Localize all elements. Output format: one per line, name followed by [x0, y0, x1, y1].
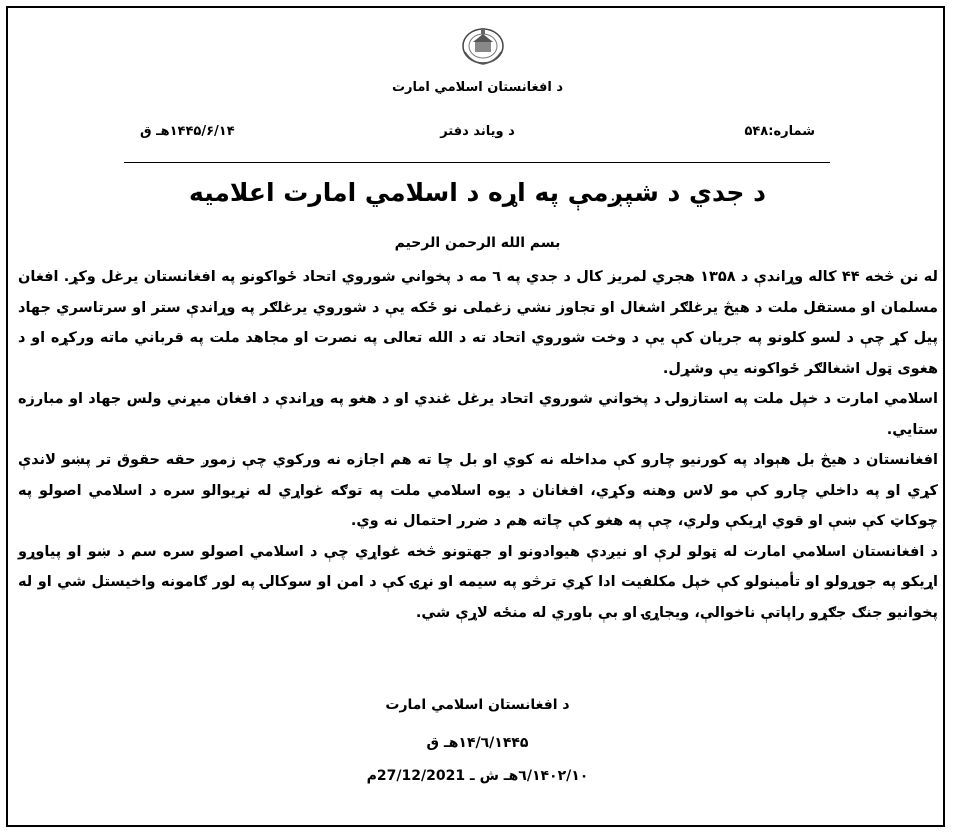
document-date: ۱۴۴۵/۶/۱۴هـ ق	[140, 124, 235, 139]
signature-name: د افغانستان اسلامي امارت	[385, 697, 570, 713]
emirate-seal-icon	[457, 22, 509, 66]
emirate-name: د افغانستان اسلامي امارت	[391, 80, 564, 95]
issuing-office: د ویاند دفتر	[440, 124, 515, 139]
paragraph: له نن څخه ۴۴ کاله وړاندې د ۱۳۵۸ هجري لمریز کال د جدي په ٦ مه د پخواني شوروي اتحاد ځواکونو په افغانستان یرغل وکړ. افغان مسلمان او مستقل ملت د هیڅ یرغلګر اشغال او تجاوز نشي زغملی نو ځکه یې د شوروي یرغلګر په وړاندې ستر او سرتاسري جهاد پیل کړ چې د لسو کلونو په جریان کې یې د وخت شوروي اتحاد ته د الله تعالی په نصرت او مجاهد ملت په قرباني ماته ورکړه او د هغوی ټول اشغالګر ځواکونه یې وشړل.	[18, 269, 938, 377]
paragraph: افغانستان د هیڅ بل هېواد په کورنیو چارو کې مداخله نه کوي او بل چا ته هم اجازه نه ورکوي چې زموږ حقه حقوق تر پښو لاندې کړي او په داخلي چارو کې مو لاس وهنه وکړي، افغانان د یوه اسلامي ملت په توګه غواړي له نړیوالو سره د اسلامي اصولو په چوکاټ کې ښې او قوي اړیکې ولري، چې په هغو کې چاته هم د ضرر احتمال نه وي.	[18, 452, 938, 529]
signature-date-hijri: ۱۴۴۵/٦/۱۴هـ ق	[426, 735, 529, 751]
header-divider	[124, 162, 830, 163]
announcement-body	[18, 262, 938, 628]
paragraph: اسلامي امارت د خپل ملت په استازولۍ د پخواني شوروي اتحاد یرغل غندي او د هغو په وړاندې د افغان میړني ولس جهاد او مبارزه ستایي.	[18, 391, 938, 438]
paragraph: د افغانستان اسلامي امارت له ټولو لرې او نیږدې هیوادونو او جهتونو څخه غواړي چې د اسلامي اصولو سره سم د ښو او پیاوړو اړیکو په جوړولو او تأمینولو کې خپل مکلفیت ادا کړي ترڅو په سیمه او نړۍ کې د امن او سوکالۍ په لور ګامونه واخیستل شي او له پخوانیو جنګ جګړو راپاتې ناخوالې، ویجاړۍ او بې باوري له منځه لاړې شي.	[18, 543, 938, 621]
basmala: بسم الله الرحمن الرحیم	[394, 235, 561, 251]
document-title: د جدي د شپږمې په اړه د اسلامي امارت اعلامیه	[189, 178, 766, 207]
signature-date-solar: ۱۴۰۲/۱۰/٦هـ ش ـ 27/12/2021م	[366, 768, 589, 784]
document-number: شماره:۵۴۸	[744, 124, 815, 139]
